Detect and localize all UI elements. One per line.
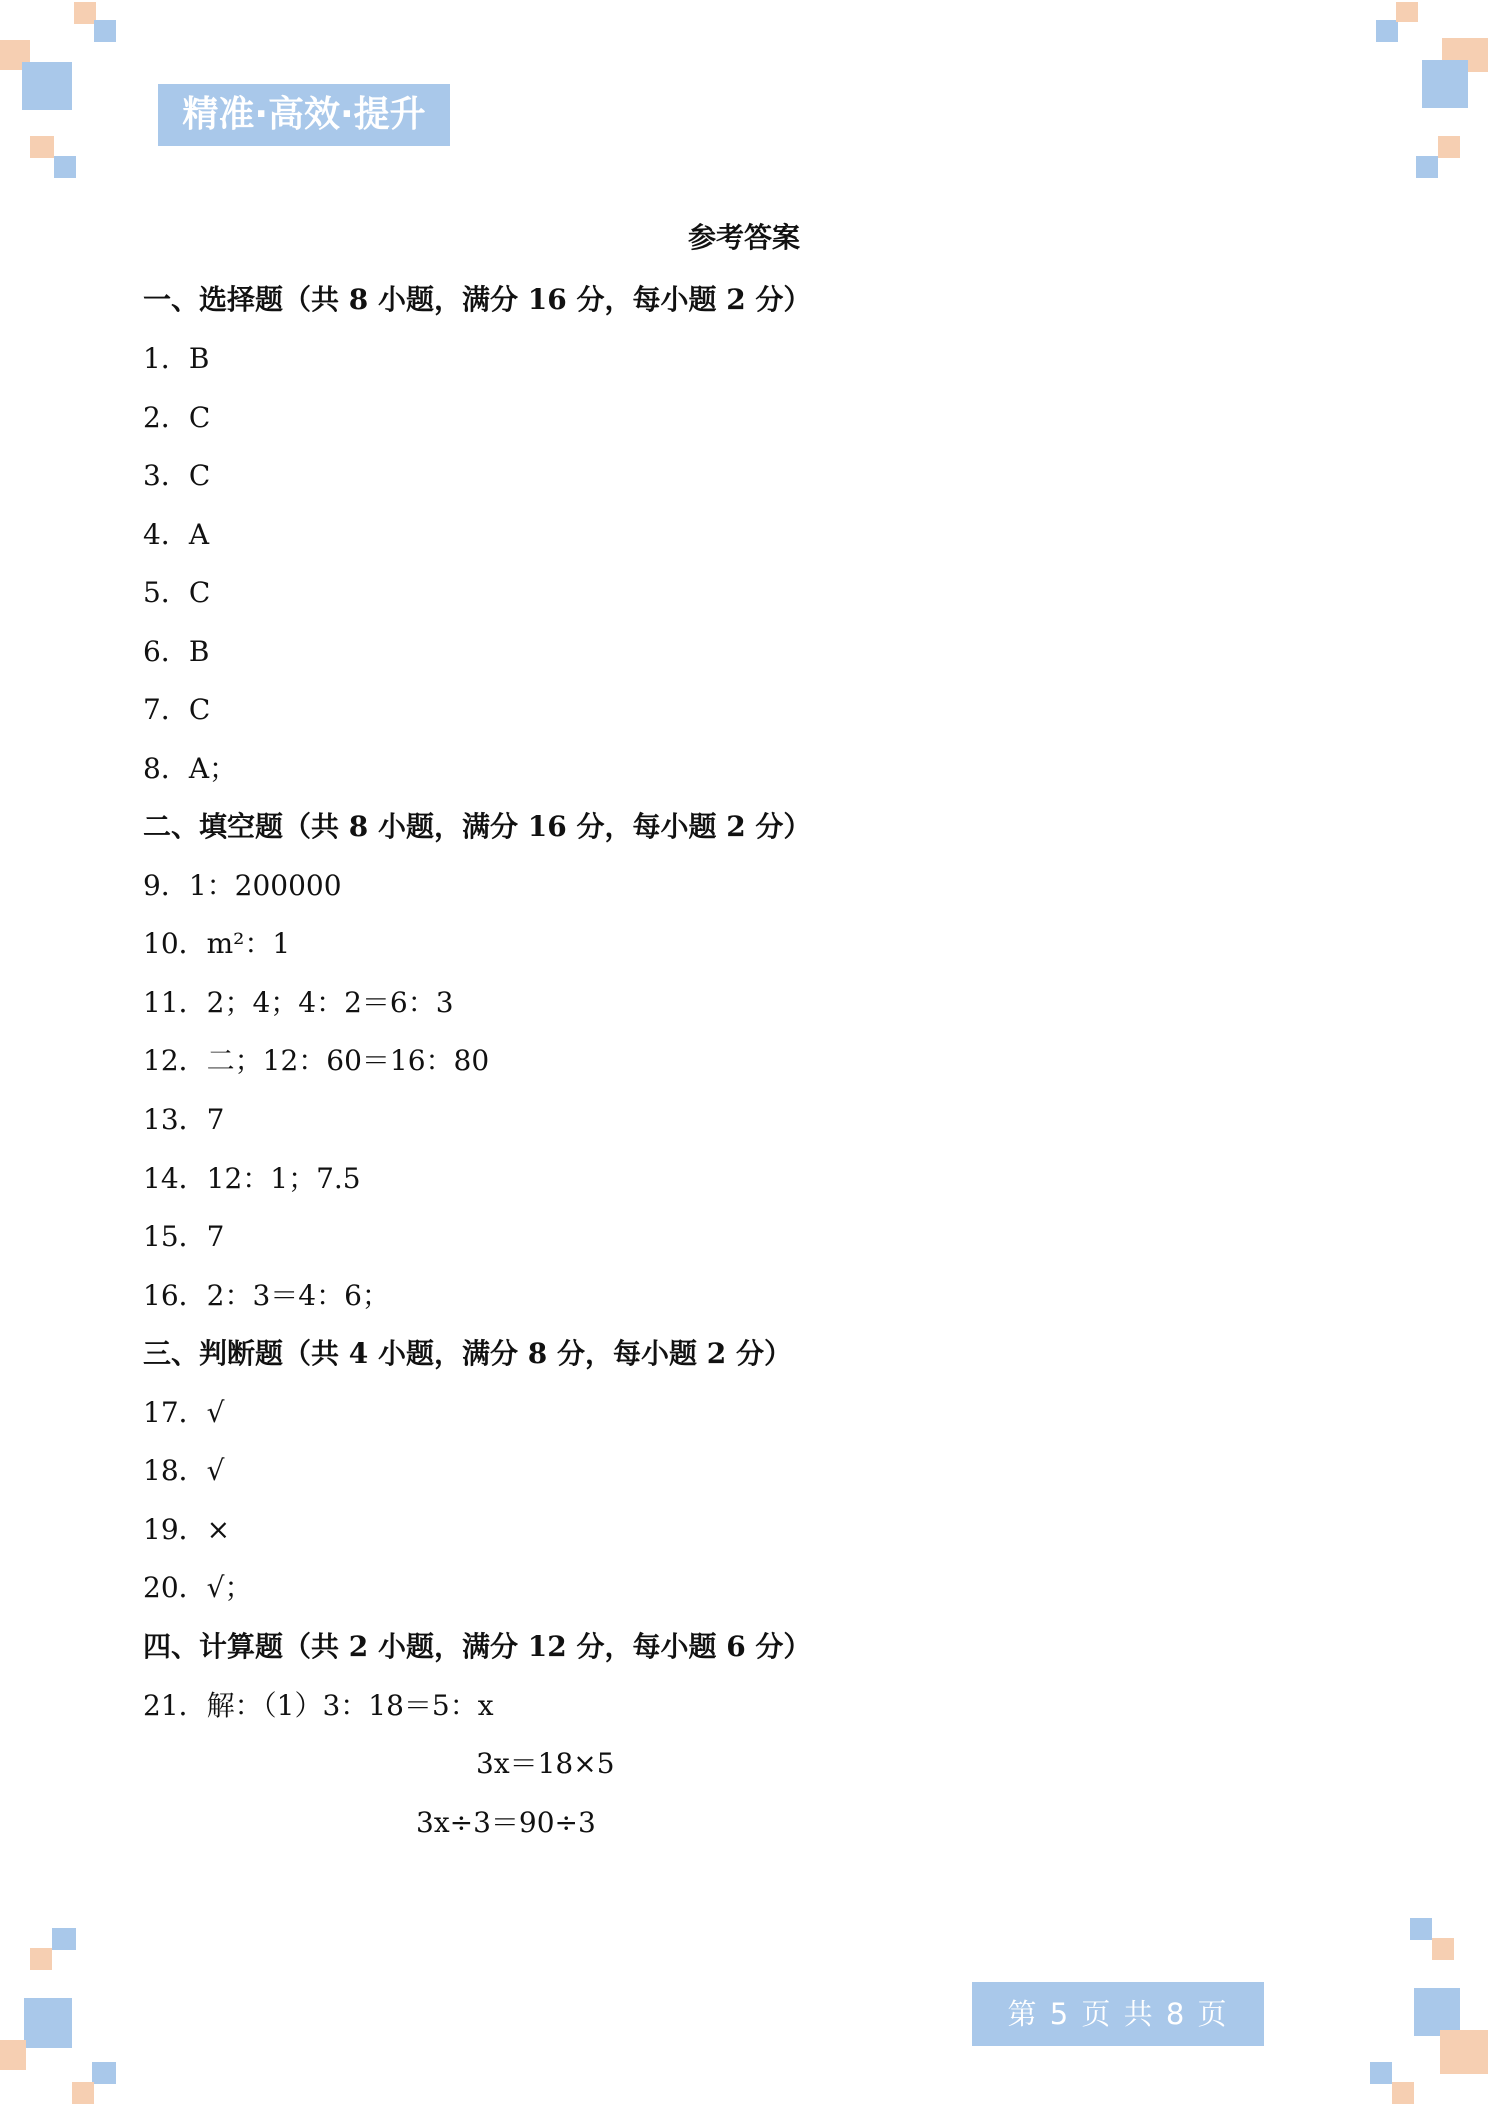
page-title: 参考答案 — [687, 221, 800, 254]
answer-item: 2．C — [143, 401, 211, 434]
answer-item: 21．解：（1）3：18＝5：x — [143, 1689, 494, 1722]
section-heading: 四、计算题（共 2 小题，满分 12 分，每小题 6 分） — [143, 1630, 812, 1663]
section-heading: 三、判断题（共 4 小题，满分 8 分，每小题 2 分） — [143, 1337, 792, 1370]
equation-step: 3x＝18×5 — [476, 1747, 615, 1780]
answer-item: 12．二；12：60＝16：80 — [143, 1044, 490, 1077]
answer-item: 10．m²：1 — [143, 927, 291, 960]
answer-item: 11．2；4；4：2＝6：3 — [143, 986, 454, 1019]
answer-item: 15．7 — [143, 1220, 225, 1253]
answer-item: 20．√； — [143, 1571, 253, 1604]
answer-item: 1．B — [143, 342, 210, 375]
brand-banner: 精准·高效·提升 — [158, 84, 450, 146]
answer-item: 16．2：3＝4：6； — [143, 1279, 390, 1312]
answer-item: 8．A； — [143, 752, 238, 785]
page-number-badge: 第 5 页 共 8 页 — [972, 1982, 1264, 2046]
answer-item: 18．√ — [143, 1454, 225, 1487]
section-heading: 一、选择题（共 8 小题，满分 16 分，每小题 2 分） — [143, 283, 812, 316]
answer-item: 3．C — [143, 459, 211, 492]
answer-item: 6．B — [143, 635, 210, 668]
answer-item: 7．C — [143, 693, 211, 726]
answer-item: 17．√ — [143, 1396, 225, 1429]
answer-item: 9．1：200000 — [143, 869, 342, 902]
answer-item: 5．C — [143, 576, 211, 609]
answer-item: 19．× — [143, 1513, 231, 1546]
answer-item: 14．12：1；7.5 — [143, 1162, 361, 1195]
answer-item: 13．7 — [143, 1103, 225, 1136]
answer-item: 4．A — [143, 518, 210, 551]
section-heading: 二、填空题（共 8 小题，满分 16 分，每小题 2 分） — [143, 810, 812, 843]
equation-step: 3x÷3＝90÷3 — [416, 1806, 596, 1839]
